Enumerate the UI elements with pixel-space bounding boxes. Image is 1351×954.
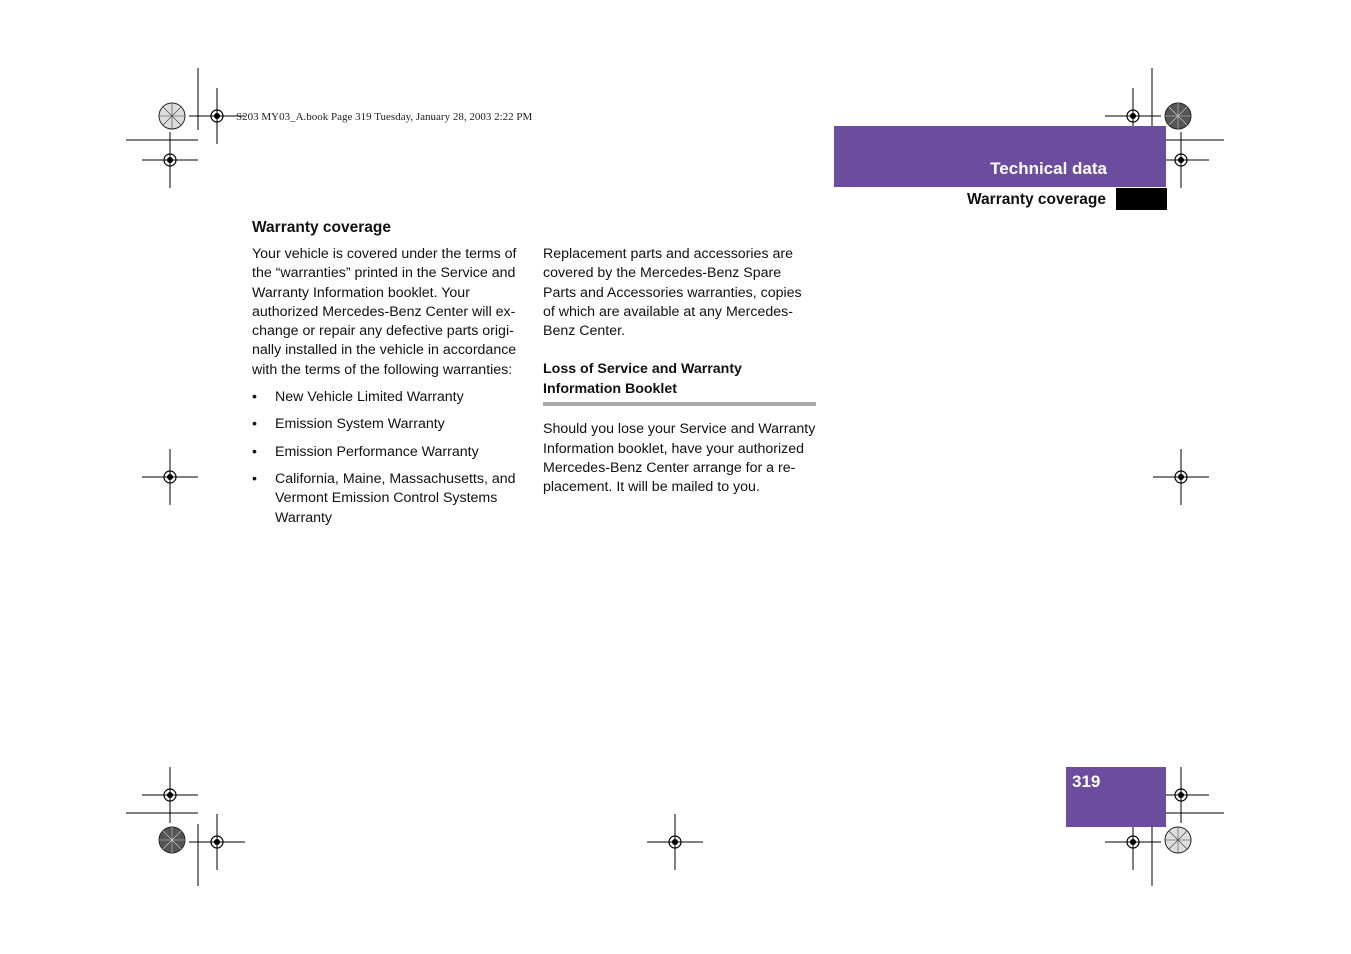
bullet-icon: • [252,470,257,487]
chapter-header-bar [834,126,1166,187]
list-item: • New Vehicle Limited Warranty [252,388,528,407]
bullet-icon: • [252,389,257,406]
warranty-list [252,388,528,528]
bullet-icon: • [252,443,257,460]
loss-paragraph: Should you lose your Service and Warranty Information booklet, have your authorized Mercedes-Benz Center arrange for a replacement. It will be mailed to you. [543,421,816,496]
page-number-box [1066,767,1166,827]
left-column [252,245,528,536]
list-item: • California, Maine, Massachusetts, and Vermont Emission Control Systems Warranty [252,470,516,526]
section-tab-marker [1116,188,1167,210]
list-item: • Emission Performance Warranty [252,443,528,462]
list-item: • Emission System Warranty [252,415,528,434]
page-heading: Warranty coverage [252,219,391,236]
chapter-title: Technical data [990,159,1107,178]
subheading: Loss of Service and Warranty Information Booklet [543,361,742,398]
intro-paragraph: Your vehicle is covered under the terms of the “warranties” printed in the Service and Warranty Information booklet. Your authorized Mercedes-Benz Center will exchange or repair any defective parts originally installed in the vehicle in accordance with the terms of the following warranties: [252,246,517,378]
bullet-icon: • [252,416,257,433]
parts-paragraph: Replacement parts and accessories are covered by the Mercedes-Benz Spare Parts and Accessories warranties, copies of which are available at any Mercedes-Benz Center. [543,246,802,340]
section-tab-title: Warranty coverage [967,191,1106,208]
print-info: S203 MY03_A.book Page 319 Tuesday, January 28, 2003 2:22 PM [236,111,533,123]
subheading-rule [543,402,816,406]
right-column [543,245,816,498]
page-number: 319 [1072,772,1101,791]
